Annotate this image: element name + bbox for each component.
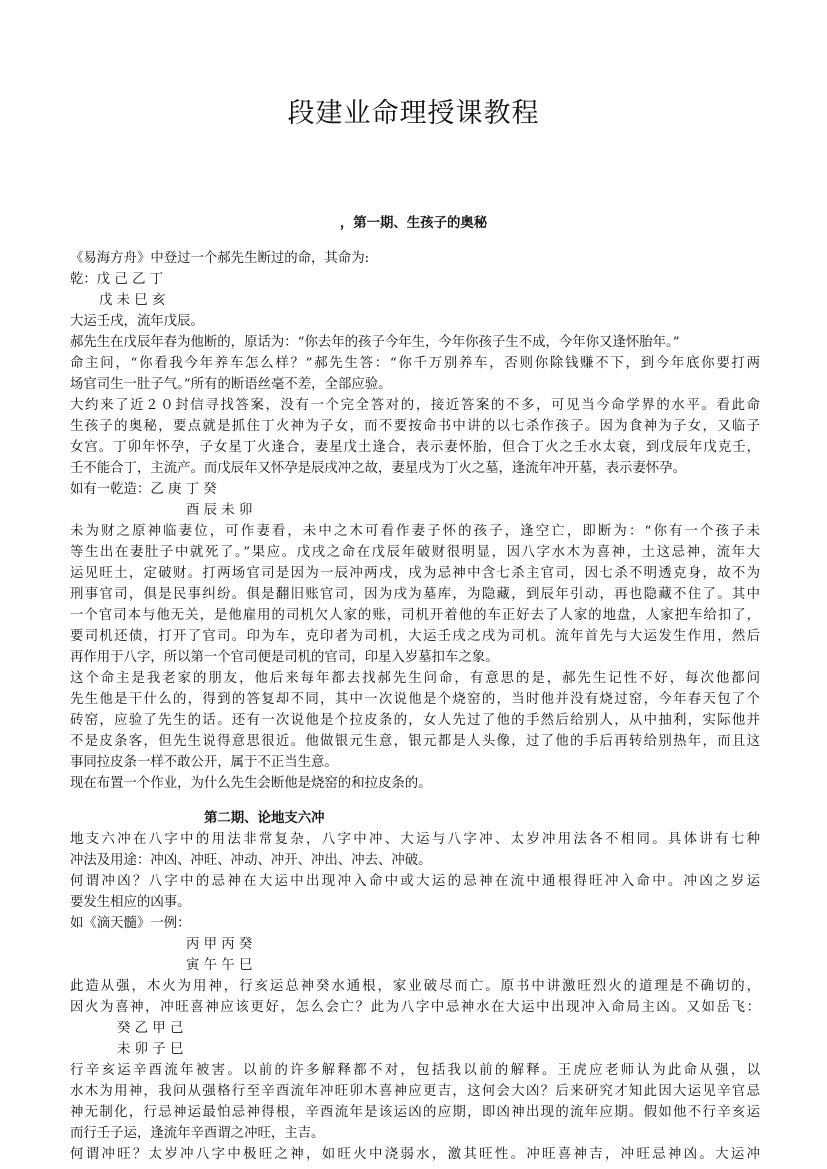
text-line: 《易海方舟》中登过一个郝先生断过的命，其命为: bbox=[70, 251, 370, 266]
text-line: 神无制化，行忌神运最怕忌神得根，辛酉流年是该运凶的应期，即凶神出现的流年应期。假如他不行辛亥运 bbox=[70, 1105, 760, 1120]
text-line: 此造从强，木火为用神，行亥运总神癸水通根，家业破尽而亡。原书中讲激旺烈火的道理是不确切的， bbox=[70, 979, 760, 994]
text-line: 先生他是干什么的，得到的答复却不同，其中一次说他是个烧窑的，当时他并没有烧过窑，今年春天包了个 bbox=[70, 692, 760, 707]
text-line: 一个官司本与他无关，是他雇用的司机欠人家的账，司机开着他的车正好去了人家的地盘，人家把车给扣了， bbox=[70, 608, 760, 623]
text-line: 不是皮条客，但先生说得意思很近。他做银元生意，银元都是人头像，过了他的手后再转给别热年，而且这 bbox=[70, 734, 760, 749]
text-line: 等生出在妻肚子中就死了。”果应。戊戌之命在戊辰年破财很明显，因八字水木为喜神，土这忌神，流年大 bbox=[70, 545, 760, 560]
section-heading: ，第一期、生孩子的奥秘 bbox=[339, 215, 488, 231]
text-line: 地支六冲在八字中的用法非常复杂，八字中冲、大运与八字冲、太岁冲用法各不相同。具体讲有七种 bbox=[70, 832, 760, 847]
text-line: 水木为用神，我问从强格行至辛酉流年冲旺卯木喜神应更吉，这何会大凶？后来研究才知此因大运见辛官忌 bbox=[70, 1084, 760, 1099]
text-line: 命主问，“你看我今年养车怎么样？”郝先生答：“你千万别养车，否则你除钱赚不下，到今年底你要打两 bbox=[70, 356, 760, 371]
text-line: 壬不能合丁，主流产。而戊辰年又怀孕是辰戌冲之故，妻星戌为丁火之墓，逢流年冲开墓，表示妻怀孕。 bbox=[70, 461, 686, 476]
text-line: 如《滴天髓》一例： bbox=[70, 916, 191, 931]
text-line: 要司机还债，打开了官司。印为车，克印者为司机，大运壬戌之戌为司机。流年首先与大运发生作用，然后 bbox=[70, 629, 760, 644]
text-line: 寅 午 午 巳 bbox=[186, 958, 253, 973]
text-line: 大约来了近２０封信寻找答案，没有一个完全答对的，接近答案的不多，可见当今命学界的水平。看此命 bbox=[70, 398, 760, 413]
text-line: 事同拉皮条一样不敢公开，属于不正当生意。 bbox=[70, 755, 338, 770]
document-title: 段建业命理授课教程 bbox=[287, 98, 540, 129]
text-line: 未 卯 子 巳 bbox=[117, 1042, 184, 1057]
text-line: 而行壬子运，逢流年辛酉谓之冲旺，主吉。 bbox=[70, 1126, 325, 1141]
text-line: 如有一乾造：乙 庚 丁 癸 bbox=[70, 482, 217, 497]
text-line: 现在布置一个作业，为什么先生会断他是烧窑的和拉皮条的。 bbox=[70, 776, 432, 791]
text-line: 因火为喜神，冲旺喜神应该更好，怎么会亡？此为八字中忌神水在大运中出现冲入命局主凶。又如岳飞： bbox=[70, 1000, 760, 1015]
text-line: 这个命主是我老家的朋友，他后来每年都去找郝先生问命，有意思的是，郝先生记性不好，每次他都问 bbox=[70, 671, 760, 686]
text-line: 再作用于八字，所以第一个官司便是司机的官司，印星入岁墓扣车之象。 bbox=[70, 650, 499, 665]
text-line: 砖窑，应验了先生的话。还有一次说他是个拉皮条的，女人先过了他的手然后给别人，从中抽利，实际他并 bbox=[70, 713, 760, 728]
text-line: 生孩子的奥秘，要点就是抓住丁火神为子女，而不要按命书中讲的以七杀作孩子。因为食神为子女，又临子 bbox=[70, 419, 760, 434]
text-line: 酉 辰 未 卯 bbox=[186, 503, 253, 518]
text-line: 大运壬戌，流年戊辰。 bbox=[70, 314, 204, 329]
text-line: 戊 未 巳 亥 bbox=[99, 293, 166, 308]
section-heading: 第二期、论地支六冲 bbox=[204, 810, 325, 826]
text-line: 何谓冲凶？八字中的忌神在大运中出现冲入命中或大运的忌神在流中通根得旺冲入命中。冲凶之岁运 bbox=[70, 874, 760, 889]
text-line: 要发生相应的凶事。 bbox=[70, 895, 191, 910]
text-line: 运见旺土，定破财。打两场官司是因为一辰冲两戌，戌为忌神中含七杀主官司，因七杀不明透克身，故不为 bbox=[70, 566, 760, 581]
text-line: 行辛亥运辛酉流年被害。以前的许多解释都不对，包括我以前的解释。王虎应老师认为此命从强，以 bbox=[70, 1063, 760, 1078]
text-line: 乾：戊 己 乙 丁 bbox=[70, 272, 164, 287]
text-line: 郝先生在戊辰年春为他断的，原话为：“你去年的孩子今年生，今年你孩子生不成，今年你又逢怀胎年。” bbox=[70, 335, 680, 350]
text-line: 刑事官司，俱是民事纠纷。俱是翻旧账官司，因为戌为墓库，为隐藏，到辰年引动，再也隐藏不住了。其中 bbox=[70, 587, 760, 602]
text-line: 场官司生一肚子气。”所有的断语丝毫不差，全部应验。 bbox=[70, 377, 392, 392]
text-line: 冲法及用途：冲凶、冲旺、冲动、冲开、冲出、冲去、冲破。 bbox=[70, 853, 432, 868]
text-line: 未为财之原神临妻位，可作妻看，未中之木可看作妻子怀的孩子，逢空亡，即断为：“你有一个孩子未 bbox=[70, 524, 760, 539]
text-line: 何谓冲旺？太岁冲八字中极旺之神，如旺火中浇弱水，激其旺性。冲旺喜神吉，冲旺忌神凶。大运冲 bbox=[70, 1147, 760, 1162]
text-line: 丙 甲 丙 癸 bbox=[186, 937, 253, 952]
text-line: 女宫。丁卯年怀孕，子女星丁火逢合，妻星戊土逢合，表示妻怀胎，但合丁火之壬水太衰，到戊辰年戊克壬， bbox=[70, 440, 760, 455]
text-line: 癸 乙 甲 己 bbox=[117, 1021, 184, 1036]
